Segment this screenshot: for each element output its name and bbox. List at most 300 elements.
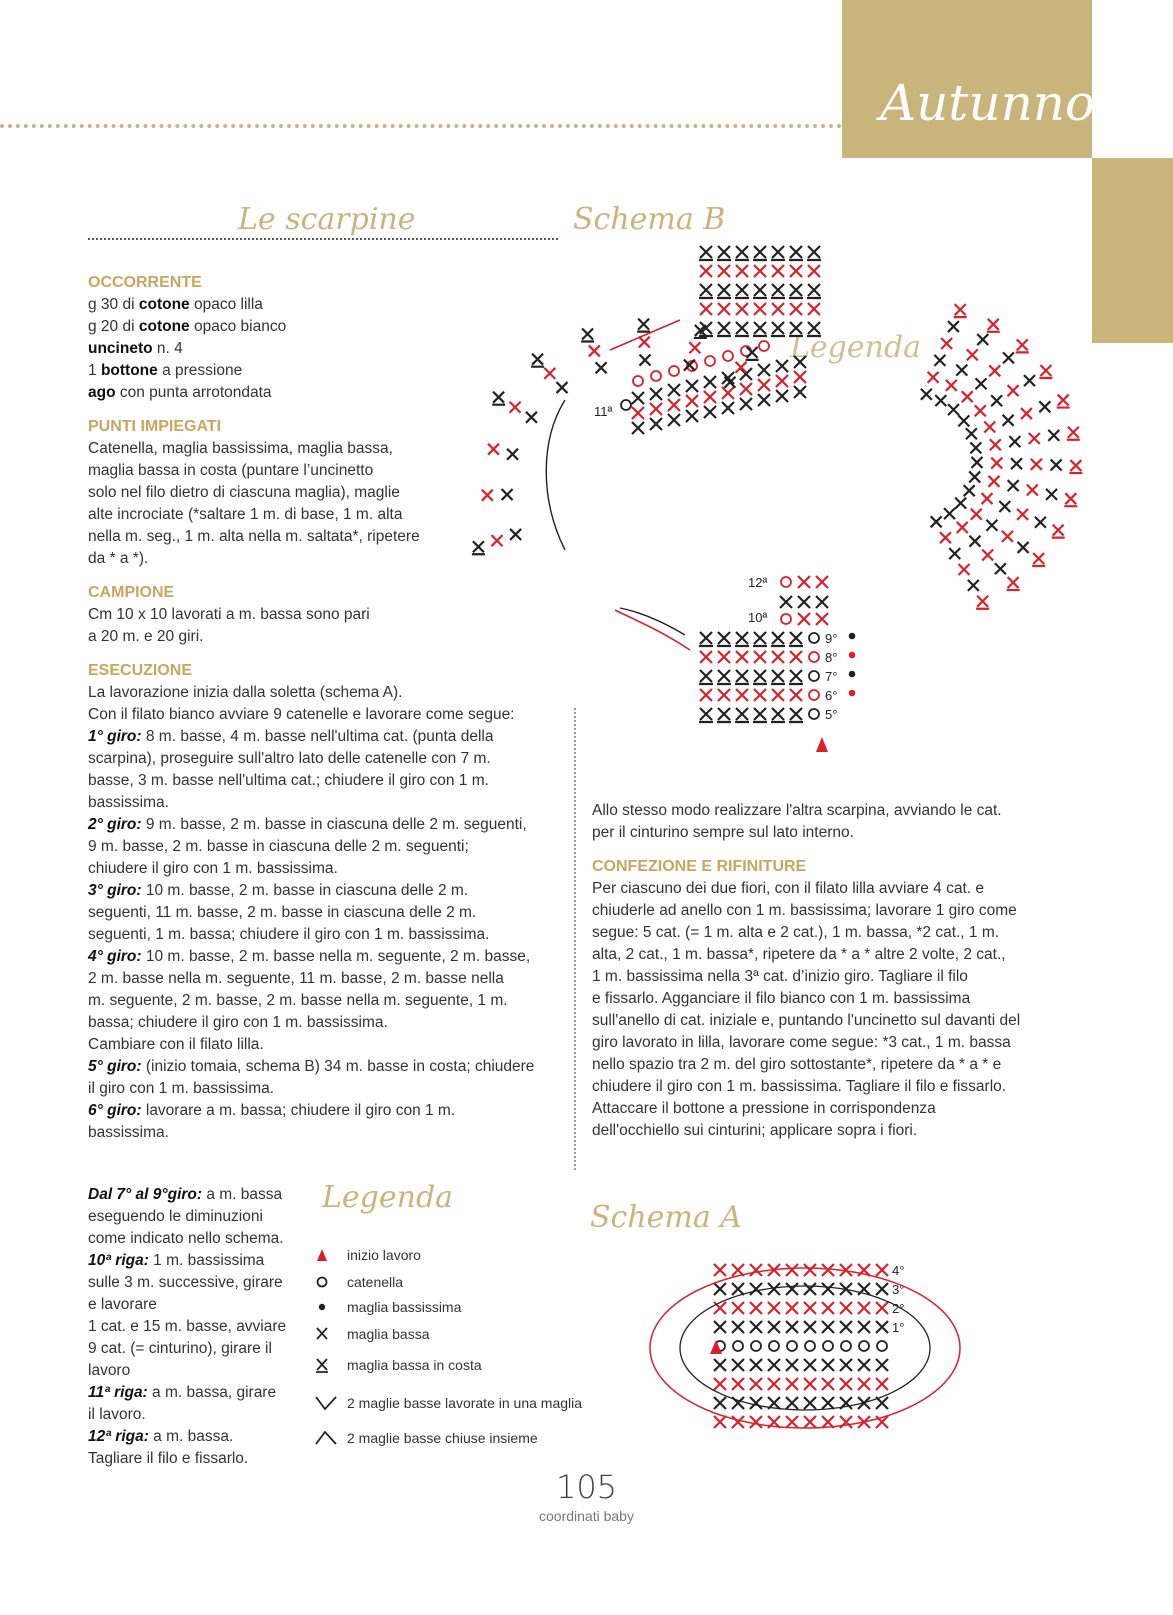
legend-label: maglia bassa in costa (347, 1357, 482, 1373)
cross-symbol (668, 399, 680, 411)
underlined-cross-symbol (735, 246, 749, 260)
cross-symbol (949, 548, 960, 559)
text-line: nello spazio tra 2 m. del giro sottostante*, ripetere da * a * e (592, 1056, 1002, 1073)
cross-symbol (650, 388, 662, 400)
cross-symbol (1051, 459, 1062, 470)
underlined-cross-symbol (789, 632, 803, 646)
instruction-line: come indicato nello schema. (88, 1230, 284, 1247)
chain-symbol (877, 1341, 887, 1351)
underlined-cross-symbol (771, 322, 785, 336)
cross-symbol (790, 651, 802, 663)
cross-symbol (1029, 433, 1040, 444)
cross-symbol (858, 1302, 870, 1314)
text-line: Attaccare il bottone a pressione in corrispondenza (592, 1100, 936, 1117)
cross-symbol (858, 1359, 870, 1371)
cross-symbol (928, 372, 939, 383)
underlined-cross-symbol (531, 354, 544, 367)
legend-label: inizio lavoro (347, 1247, 421, 1263)
cross-symbol (722, 372, 734, 384)
underlined-cross-symbol (1052, 525, 1065, 538)
text-line: e fissarlo. Agganciare il filo bianco con 1 m. bassissima (592, 990, 971, 1007)
round-arrow (620, 608, 685, 635)
occorrente-item: ago con punta arrotondata (88, 384, 272, 401)
cross-symbol (804, 1397, 816, 1409)
cross-symbol (940, 532, 951, 543)
cross-symbol (786, 1264, 798, 1276)
round-label: 8° (825, 650, 838, 665)
slip-stitch-symbol (849, 652, 856, 659)
cross-symbol (780, 596, 792, 608)
chain-symbol (669, 366, 679, 376)
cross-symbol (740, 383, 752, 395)
cross-symbol (958, 415, 969, 426)
instruction-line: 6° giro: lavorare a m. bassa; chiudere il giro con 1 m. (88, 1102, 456, 1119)
cross-symbol (971, 457, 982, 468)
cross-symbol (786, 1283, 798, 1295)
underlined-cross-symbol (1007, 577, 1020, 590)
cross-symbol (982, 549, 993, 560)
cross-symbol (718, 265, 730, 277)
instruction-line: 9 cat. (= cinturino), girare il (88, 1340, 272, 1357)
underlined-cross-symbol (771, 708, 785, 722)
cross-symbol (986, 520, 997, 531)
round-label: 6° (825, 688, 838, 703)
chain-symbol (651, 371, 661, 381)
instruction-line: basse, 3 m. basse nell'ultima cat.; chiudere il giro con 1 m. (88, 772, 489, 789)
text-line: maglia bassa in costa (puntare l’uncinetto (88, 462, 374, 479)
cross-symbol (732, 1321, 744, 1333)
cross-symbol (526, 412, 537, 423)
cross-symbol (736, 651, 748, 663)
cross-symbol (808, 303, 820, 315)
underlined-cross-symbol (789, 708, 803, 722)
underlined-cross-symbol (789, 246, 803, 260)
chain-symbol (759, 341, 769, 351)
text-line: nella m. seg., 1 m. alta nella m. saltata*, ripetere (88, 528, 420, 545)
underlined-cross-symbol (717, 708, 731, 722)
text-line: segue: 5 cat. (= 1 m. alta e 2 cat.), 1 m. bassa, *2 cat., 1 m. (592, 924, 1000, 941)
cross-symbol (991, 395, 1002, 406)
cross-symbol (668, 384, 680, 396)
chain-symbol (751, 1341, 761, 1351)
cross-symbol (964, 485, 975, 496)
cross-symbol (858, 1321, 870, 1333)
cross-symbol (750, 1378, 762, 1390)
chain-symbol (841, 1341, 851, 1351)
cross-symbol (704, 376, 716, 388)
text-line: 1 m. bassissima nella 3ª cat. d’inizio giro. Tagliare il filo (592, 968, 968, 985)
underlined-cross-symbol (753, 246, 767, 260)
cross-symbol (808, 265, 820, 277)
cross-symbol (589, 345, 600, 356)
cross-symbol (948, 321, 959, 332)
cross-symbol (804, 1264, 816, 1276)
cross-symbol (804, 1283, 816, 1295)
cross-symbol (794, 371, 806, 383)
cross-symbol (786, 1359, 798, 1371)
text-line: dell'occhiello sui cinturini; applicare sopra i fiori. (592, 1122, 918, 1139)
cross-symbol (822, 1359, 834, 1371)
underlined-cross-symbol (699, 246, 713, 260)
instruction-line: e lavorare (88, 1296, 157, 1313)
circle-icon (315, 1272, 341, 1292)
cross-symbol (786, 1302, 798, 1314)
underlined-cross-symbol (492, 392, 505, 405)
cross-symbol (700, 651, 712, 663)
cross-symbol (718, 651, 730, 663)
cross-symbol (632, 422, 644, 434)
cross-symbol (941, 338, 952, 349)
red-triangle-icon (315, 1245, 341, 1265)
cross-symbol (822, 1283, 834, 1295)
instruction-line: m. seguente, 2 m. basse, 2 m. basse nella m. seguente, 1 m. (88, 992, 508, 1009)
caret-icon (315, 1428, 341, 1448)
cross-symbol (510, 402, 521, 413)
cross-symbol (822, 1378, 834, 1390)
cross-symbol (482, 490, 493, 501)
schema-b-diagram (470, 240, 1100, 770)
cross-symbol (804, 1416, 816, 1428)
slip-stitch-symbol (849, 690, 856, 697)
section-title: Autunno (880, 74, 1096, 132)
legend-label: 2 maglie basse chiuse insieme (347, 1430, 538, 1446)
chain-symbol (823, 1341, 833, 1351)
chain-symbol (809, 709, 819, 719)
text-line: a 20 m. e 20 giri. (88, 628, 204, 645)
cross-symbol (714, 1359, 726, 1371)
text-line: solo nel filo dietro di ciascuna maglia), maglie (88, 484, 400, 501)
row-label: 12ª (748, 575, 768, 590)
underlined-cross-symbol (1064, 493, 1077, 506)
cross-symbol (686, 410, 698, 422)
cross-symbol (816, 576, 828, 588)
text-line: La lavorazione inizia dalla soletta (schema A). (88, 684, 403, 701)
cross-symbol (754, 303, 766, 315)
cross-symbol (686, 380, 698, 392)
cross-symbol (1002, 531, 1013, 542)
text-line: alte incrociate (*saltare 1 m. di base, 1 m. alta (88, 506, 403, 523)
cross-symbol (758, 364, 770, 376)
cross-symbol (750, 1416, 762, 1428)
chain-symbol (809, 690, 819, 700)
underlined-cross-symbol (699, 284, 713, 298)
underlined-cross-symbol (717, 670, 731, 684)
chain-symbol (809, 633, 819, 643)
cross-symbol (822, 1302, 834, 1314)
cross-symbol (754, 651, 766, 663)
cross-symbol (982, 493, 993, 504)
header-dotted-rule (0, 124, 842, 128)
text-line: chiuderle ad anello con 1 m. bassissima; lavorare 1 giro come (592, 902, 1017, 919)
cross-symbol (488, 444, 499, 455)
cross-symbol (794, 386, 806, 398)
cross-symbol (758, 394, 770, 406)
legend-label: catenella (347, 1274, 404, 1290)
cross-symbol (776, 390, 788, 402)
cross-symbol (840, 1378, 852, 1390)
text-line: giro lavorato in lilla, lavorare come segue: *3 cat., 1 m. bassa (592, 1034, 1011, 1051)
underlined-cross-symbol (699, 632, 713, 646)
cross-symbol (718, 303, 730, 315)
cross-symbol (944, 508, 955, 519)
cross-symbol (754, 265, 766, 277)
schema-b-legenda-overlay: Legenda (790, 330, 922, 365)
round-label: 5° (825, 707, 838, 722)
cross-symbol (790, 265, 802, 277)
underlined-cross-symbol (717, 632, 731, 646)
instruction-line: chiudere il giro con 1 m. bassissima. (88, 860, 338, 877)
cross-symbol (510, 529, 521, 540)
cross-symbol (816, 613, 828, 625)
underlined-cross-symbol (976, 596, 989, 609)
chain-symbol (809, 652, 819, 662)
instruction-line: 12ª riga: a m. bassa. (88, 1428, 234, 1445)
text-line: Con il filato bianco avviare 9 catenelle e lavorare come segue: (88, 706, 515, 723)
cross-symbol (876, 1264, 888, 1276)
cross-symbol (668, 414, 680, 426)
instruction-line: 3° giro: 10 m. basse, 2 m. basse in ciascuna delle 2 m. (88, 882, 469, 899)
cross-symbol (724, 377, 735, 388)
cross-symbol (772, 689, 784, 701)
chain-symbol (621, 400, 631, 410)
underlined-cross-symbol (987, 319, 1000, 332)
instruction-line: seguenti, 11 m. basse, 2 m. basse in ciascuna delle 2 m. (88, 904, 477, 921)
cross-symbol (689, 342, 700, 353)
section-tab-side (1092, 158, 1173, 343)
underlined-cross-symbol (771, 632, 785, 646)
chain-symbol (781, 614, 791, 624)
underlined-cross-symbol (753, 322, 767, 336)
underlined-cross-symbol (699, 670, 713, 684)
cross-symbol (995, 563, 1006, 574)
cross-symbol (732, 1416, 744, 1428)
cross-symbol (786, 1378, 798, 1390)
occorrente-item: 1 bottone a pressione (88, 362, 243, 379)
cross-symbol (736, 362, 747, 373)
cross-symbol (1039, 401, 1050, 412)
cross-symbol (732, 1359, 744, 1371)
punti-heading: PUNTI IMPIEGATI (88, 418, 222, 435)
confezione-text (592, 878, 1062, 1142)
cross-symbol (840, 1321, 852, 1333)
cross-symbol (596, 362, 607, 373)
cross-symbol (776, 360, 788, 372)
cross-symbol (1003, 415, 1014, 426)
chain-symbol (781, 577, 791, 587)
cross-symbol (991, 458, 1002, 469)
schema-a-title: Schema A (590, 1200, 742, 1235)
cross-symbol (704, 391, 716, 403)
underlined-cross-symbol (746, 347, 759, 360)
cross-symbol (977, 334, 988, 345)
cross-symbol (999, 501, 1010, 512)
cross-symbol (768, 1378, 780, 1390)
cross-symbol (957, 522, 968, 533)
underlined-cross-symbol (1032, 553, 1045, 566)
underlined-cross-symbol (771, 670, 785, 684)
cross-symbol (714, 1397, 726, 1409)
cross-symbol (798, 613, 810, 625)
underlined-cross-symbol (771, 284, 785, 298)
cross-symbol (750, 1283, 762, 1295)
cross-symbol (754, 689, 766, 701)
cross-symbol (935, 395, 946, 406)
cross-symbol (822, 1321, 834, 1333)
cross-symbol (1011, 458, 1022, 469)
schema-a-diagram (640, 1258, 1000, 1448)
cross-symbol (704, 406, 716, 418)
cross-symbol (840, 1302, 852, 1314)
cross-symbol (798, 576, 810, 588)
chain-symbol (769, 1341, 779, 1351)
text-line: sull'anello di cat. iniziale e, puntando l'uncinetto sul davanti del (592, 1012, 1021, 1029)
instruction-line: sulle 3 m. successive, girare (88, 1274, 283, 1291)
cross-symbol (714, 1283, 726, 1295)
cross-symbol (502, 489, 513, 500)
column-divider (574, 708, 576, 1170)
instruction-line: bassissima. (88, 794, 169, 811)
right-column (592, 800, 1062, 1142)
cross-symbol (816, 596, 828, 608)
dot-icon (315, 1297, 341, 1317)
underlined-cross-symbol (954, 304, 967, 317)
cross-icon (315, 1324, 341, 1344)
cross-symbol (718, 689, 730, 701)
cross-symbol (1021, 408, 1032, 419)
underlined-cross-symbol (717, 246, 731, 260)
text-line: Cm 10 x 10 lavorati a m. bassa sono pari (88, 606, 370, 623)
instruction-line: eseguendo le diminuzioni (88, 1208, 263, 1225)
cross-symbol (840, 1359, 852, 1371)
underlined-cross-symbol (807, 246, 821, 260)
cross-symbol (1003, 352, 1014, 363)
cross-symbol (804, 1321, 816, 1333)
round-label: 3° (892, 1282, 905, 1297)
cross-symbol (786, 1416, 798, 1428)
cross-symbol (959, 564, 970, 575)
cross-symbol (632, 392, 644, 404)
cross-symbol (750, 1359, 762, 1371)
esecuzione-steps (88, 726, 558, 1144)
cross-symbol (948, 404, 959, 415)
instruction-line: Dal 7° al 9°giro: a m. bassa (88, 1186, 283, 1203)
cross-symbol (750, 1264, 762, 1276)
campione-heading: CAMPIONE (88, 584, 175, 601)
cross-symbol (956, 365, 967, 376)
round-label: 2° (892, 1301, 905, 1316)
underlined-cross-symbol (771, 246, 785, 260)
underlined-cross-symbol (753, 632, 767, 646)
underlined-cross-symbol (717, 322, 731, 336)
start-marker (816, 737, 828, 752)
cross-symbol (822, 1397, 834, 1409)
cross-symbol (804, 1378, 816, 1390)
underlined-cross-symbol (807, 322, 821, 336)
underlined-cross-symbol (753, 708, 767, 722)
cross-symbol (732, 1283, 744, 1295)
esecuzione-steps-narrow (88, 1184, 303, 1470)
chain-symbol (787, 1341, 797, 1351)
occorrente-item: g 30 di cotone opaco lilla (88, 296, 263, 313)
round-label: 7° (825, 669, 838, 684)
instruction-line: 4° giro: 10 m. basse, 2 m. basse nella m. seguente, 2 m. basse, (88, 948, 531, 965)
cross-symbol (962, 391, 973, 402)
cross-symbol (740, 368, 752, 380)
cross-symbol (968, 580, 979, 591)
occorrente-item: uncineto n. 4 (88, 340, 183, 357)
cross-symbol (750, 1321, 762, 1333)
cross-symbol (1008, 480, 1019, 491)
start-marker (710, 1340, 722, 1354)
text-line: Per ciascuno dei due fiori, con il filato lilla avviare 4 cat. e (592, 880, 985, 897)
cross-symbol (768, 1321, 780, 1333)
round-label: 1° (892, 1320, 905, 1335)
cross-symbol (686, 395, 698, 407)
underlined-cross-symbol (735, 632, 749, 646)
cross-symbol (1018, 542, 1029, 553)
underlined-cross-symbol (581, 329, 594, 342)
cross-symbol (971, 509, 982, 520)
article-title: Le scarpine (238, 202, 416, 237)
cross-symbol (768, 1302, 780, 1314)
page-number: 105 (555, 1468, 618, 1506)
cross-symbol (966, 428, 977, 439)
confezione-heading: CONFEZIONE E RIFINITURE (592, 858, 807, 875)
occorrente-heading: OCCORRENTE (88, 274, 202, 291)
underlined-cross-symbol (717, 284, 731, 298)
slip-stitch-symbol (849, 633, 856, 640)
slip-stitch-symbol (849, 671, 856, 678)
text-line: alta, 2 cat., 1 m. bassa*, ripetere da * a * altre 2 volte, 2 cat., (592, 946, 1006, 963)
schema-b-title: Schema B (573, 202, 726, 237)
cross-symbol (650, 418, 662, 430)
cross-symbol (776, 375, 788, 387)
cross-symbol (984, 422, 995, 433)
row-label: 10ª (748, 610, 768, 625)
cross-symbol (804, 1302, 816, 1314)
instruction-line: il giro con 1 m. bassissima. (88, 1080, 275, 1097)
text-line: per il cinturino sempre sul lato interno. (592, 824, 854, 841)
text-line: chiudere il giro con 1 m. bassissima. Tagliare il filo e fissarlo. (592, 1078, 1007, 1095)
instruction-line: 10ª riga: 1 m. bassissima (88, 1252, 265, 1269)
cross-symbol (794, 356, 806, 368)
cross-symbol (772, 265, 784, 277)
occorrente-item: g 20 di cotone opaco bianco (88, 318, 287, 335)
cross-symbol (876, 1378, 888, 1390)
instruction-line: 5° giro: (inizio tomaia, schema B) 34 m. basse in costa; chiudere (88, 1058, 535, 1075)
cross-symbol (1009, 436, 1020, 447)
cross-symbol (768, 1359, 780, 1371)
cross-symbol (714, 1264, 726, 1276)
underlined-cross-symbol (735, 322, 749, 336)
round-arrow (546, 400, 565, 550)
cross-symbol (700, 689, 712, 701)
underlined-cross-symbol (753, 670, 767, 684)
underlined-cross-symbol (735, 708, 749, 722)
underlined-cross-symbol (637, 319, 650, 332)
round-label: 4° (892, 1263, 905, 1278)
instruction-line: bassa; chiudere il giro con 1 m. bassissima. (88, 1014, 388, 1031)
cross-symbol (758, 379, 770, 391)
cross-symbol (1024, 375, 1035, 386)
cross-symbol (750, 1397, 762, 1409)
cross-symbol (1048, 430, 1059, 441)
cross-symbol (786, 1397, 798, 1409)
cross-symbol (790, 689, 802, 701)
cross-symbol (650, 403, 662, 415)
underlined-cross-symbol (789, 284, 803, 298)
instruction-line: 1 cat. e 15 m. basse, avviare (88, 1318, 287, 1335)
